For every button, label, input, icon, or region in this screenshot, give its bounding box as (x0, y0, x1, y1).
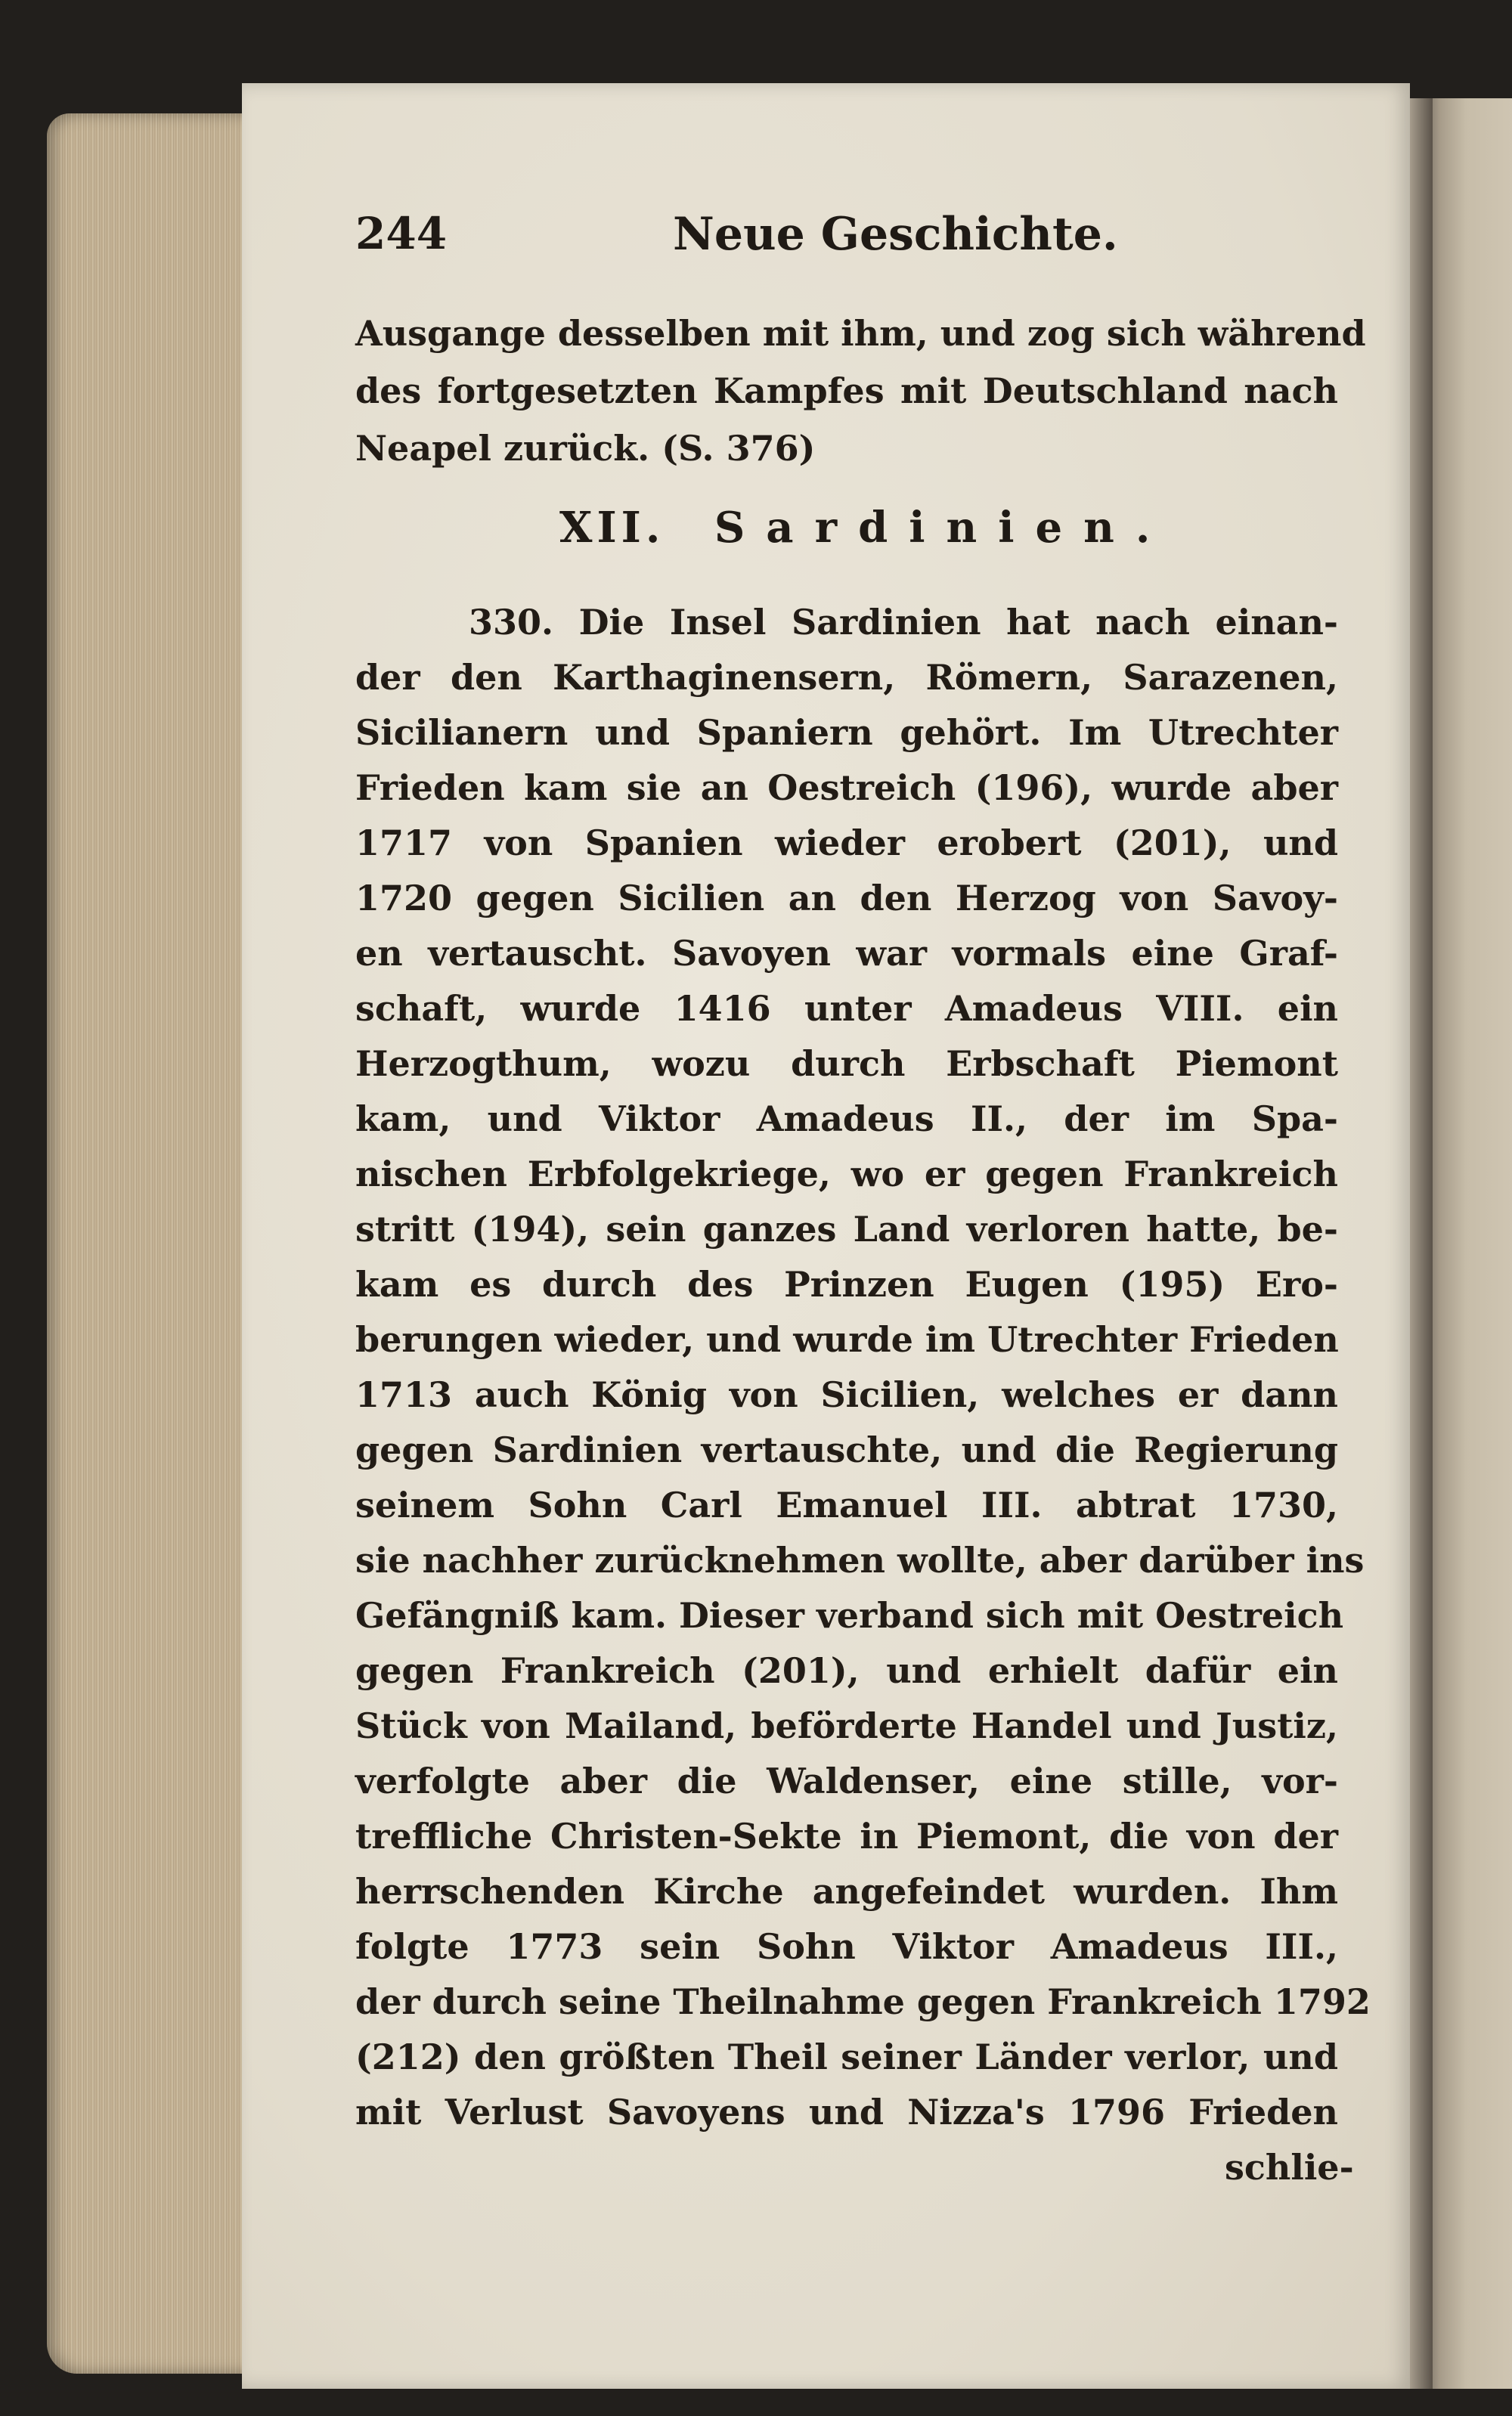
text-line: kam es durch des Prinzen Eugen (195) Ero- (355, 1264, 1338, 1305)
text-line: Neapel zurück. (S. 376) (355, 428, 816, 469)
text-line: folgte 1773 sein Sohn Viktor Amadeus III., (355, 1926, 1338, 1967)
text-line: 330. Die Insel Sardinien hat nach einan- (469, 602, 1338, 643)
text-line: sie nachher zurücknehmen wollte, aber darüber ins (355, 1540, 1365, 1581)
text-line: herrschenden Kirche angefeindet wurden. Ihm (355, 1871, 1338, 1912)
text-line: seinem Sohn Carl Emanuel III. abtrat 1730, (355, 1485, 1338, 1525)
text-line: stritt (194), sein ganzes Land verloren hatte, be- (355, 1209, 1338, 1250)
page-block-edges (47, 113, 251, 2374)
text-line: der den Karthaginensern, Römern, Sarazenen, (355, 657, 1338, 698)
text-line: en vertauscht. Savoyen war vormals eine Graf- (355, 933, 1338, 974)
text-line: Herzogthum, wozu durch Erbschaft Piemont (355, 1043, 1338, 1084)
text-line: Ausgange desselben mit ihm, und zog sich während (355, 313, 1366, 354)
text-line: Stück von Mailand, beförderte Handel und Justiz, (355, 1705, 1338, 1746)
text-line: Gefängniß kam. Dieser verband sich mit Oestreich (355, 1595, 1344, 1636)
text-line: 1720 gegen Sicilien an den Herzog von Savoy- (355, 878, 1338, 918)
text-line: gegen Frankreich (201), und erhielt dafür ein (355, 1650, 1338, 1691)
text-line: (212) den größten Theil seiner Länder verlor, und (355, 2037, 1338, 2077)
section-title: Sardinien. (714, 503, 1172, 553)
running-title: Neue Geschichte. (673, 208, 1118, 261)
text-line: schaft, wurde 1416 unter Amadeus VIII. ein (355, 988, 1338, 1029)
text-line: kam, und Viktor Amadeus II., der im Spa- (355, 1098, 1338, 1139)
text-line: gegen Sardinien vertauschte, und die Regierung (355, 1429, 1338, 1470)
text-line: 1713 auch König von Sicilien, welches er dann (355, 1374, 1338, 1415)
text-line: 1717 von Spanien wieder erobert (201), und (355, 822, 1338, 863)
page-header (355, 208, 1353, 276)
catchword: schlie- (1225, 2147, 1354, 2188)
text-line: des fortgesetzten Kampfes mit Deutschland nach (355, 370, 1338, 411)
section-heading (559, 503, 1171, 553)
text-line: Sicilianern und Spaniern gehört. Im Utrechter (355, 712, 1338, 753)
page-number: 244 (355, 208, 448, 259)
text-line: nischen Erbfolgekriege, wo er gegen Frankreich (355, 1154, 1338, 1194)
section-numeral: XII. (559, 503, 665, 553)
text-line: mit Verlust Savoyens und Nizza's 1796 Frieden (355, 2092, 1338, 2133)
text-line: berungen wieder, und wurde im Utrechter Frieden (355, 1319, 1339, 1360)
text-line: treffliche Christen-Sekte in Piemont, die von der (355, 1816, 1338, 1857)
text-line: verfolgte aber die Waldenser, eine stille, vor- (355, 1761, 1338, 1801)
facing-page (1421, 98, 1512, 2389)
text-line: Frieden kam sie an Oestreich (196), wurde aber (355, 767, 1338, 808)
text-line: der durch seine Theilnahme gegen Frankreich 1792 (355, 1981, 1371, 2022)
